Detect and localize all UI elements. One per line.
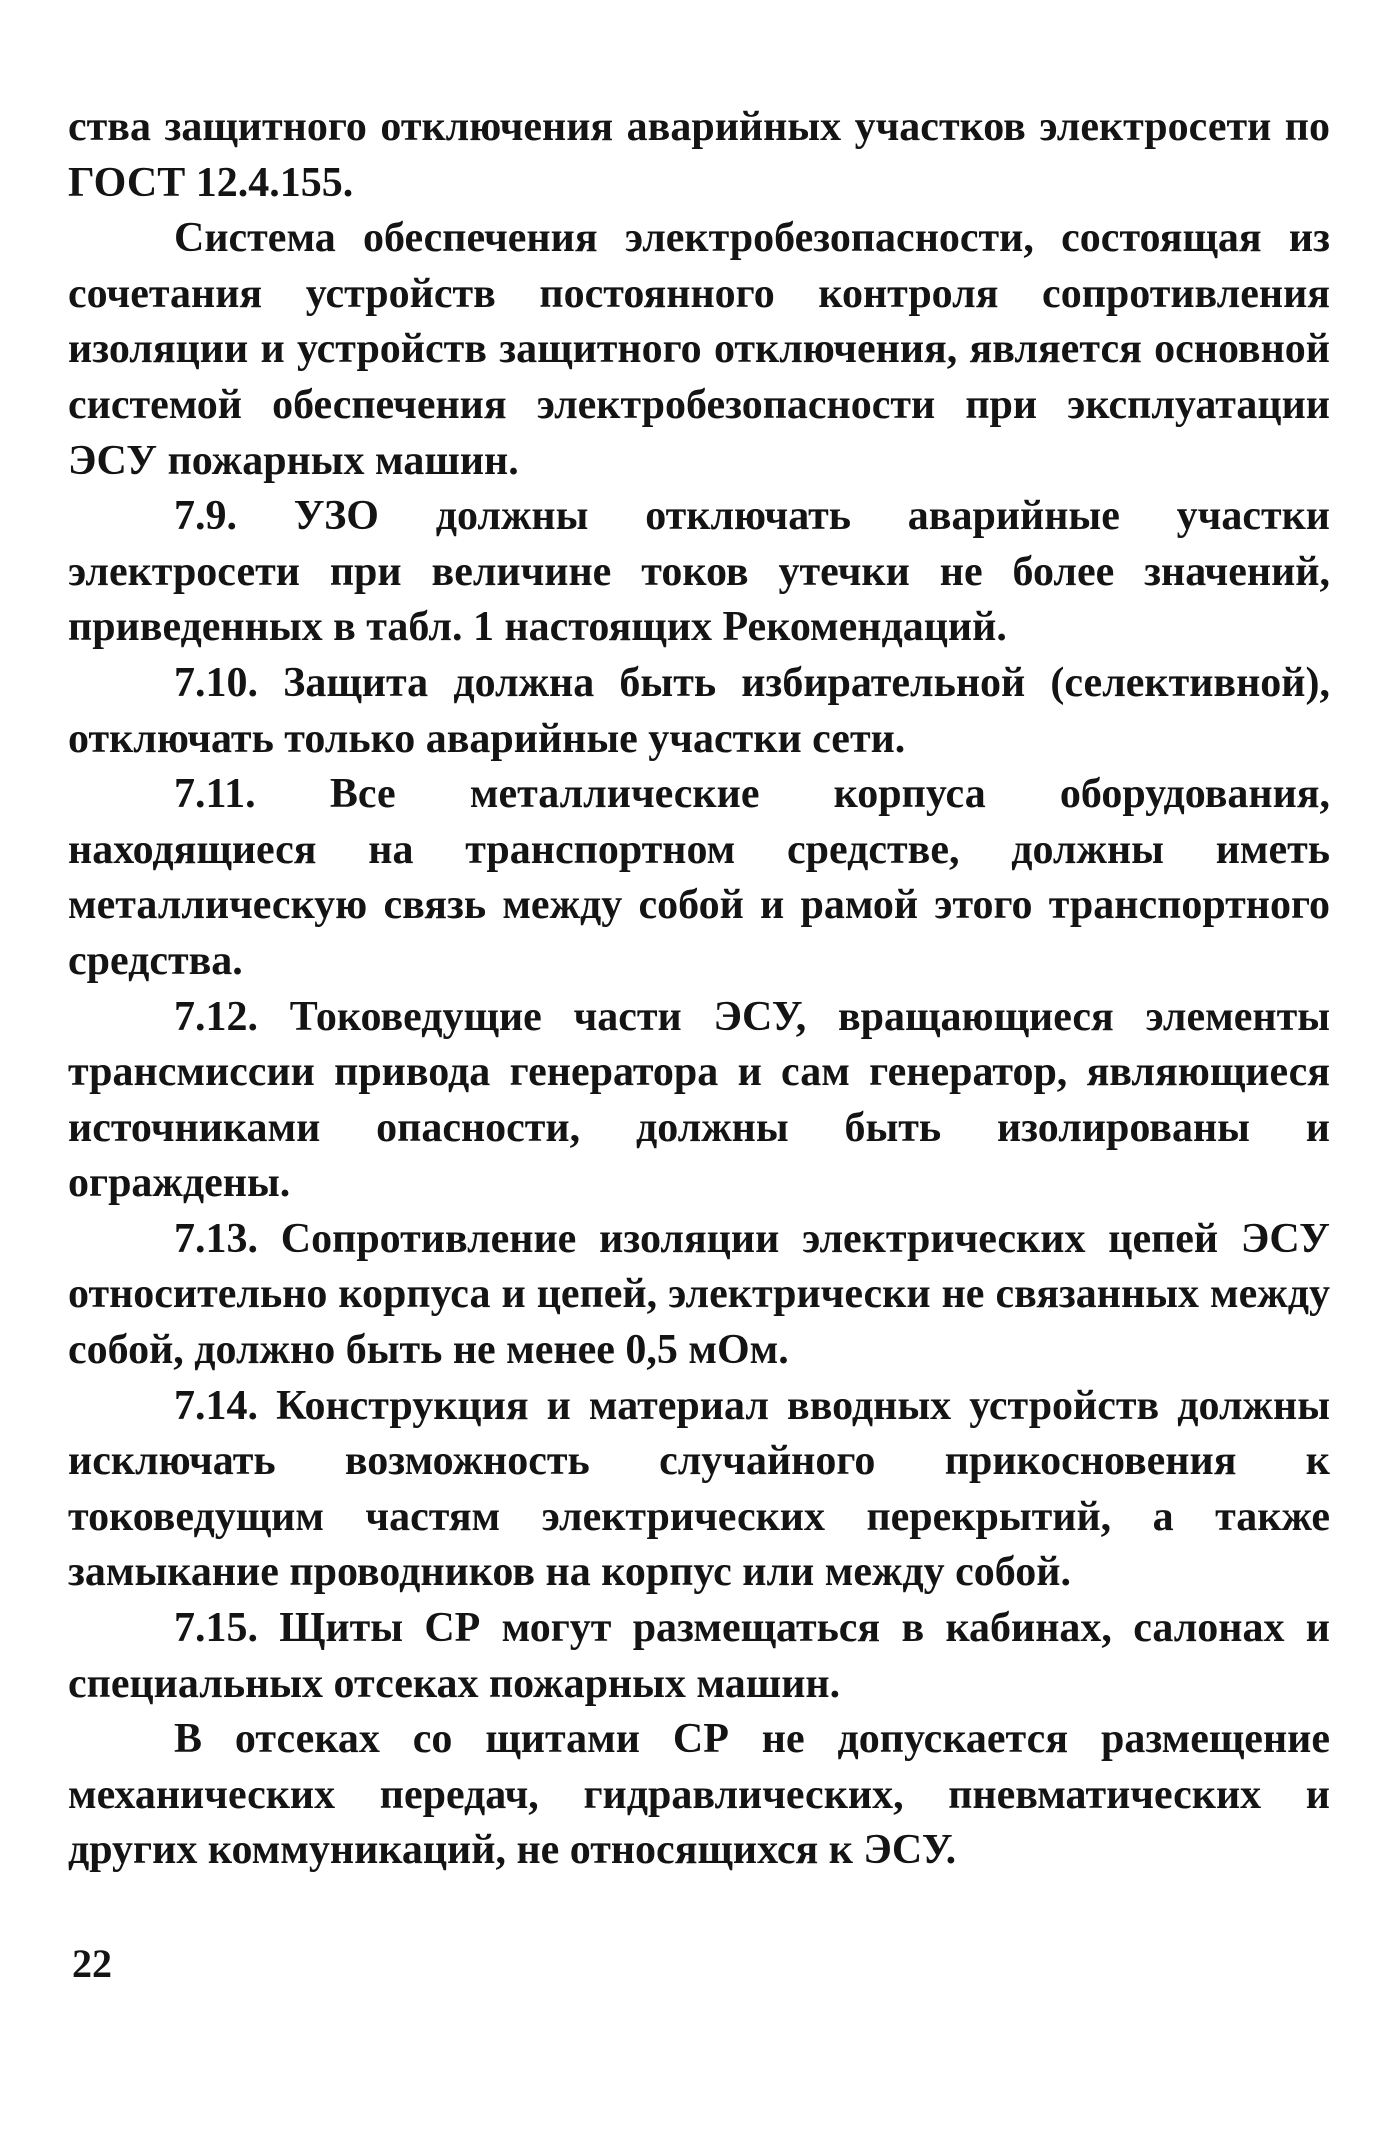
paragraph-7-9: 7.9. УЗО должны отключать аварийные участки электросети при величине токов утечки не более значений, приведенных в табл. 1 настоящих Рекомендаций. (68, 493, 1330, 651)
paragraph-7-14: 7.14. Конструкция и материал вводных устройств должны исключать возможность случайного прикосновения к токоведущим частям электрических перекрытий, а также замыкание проводников на корпус или между собой. (68, 1382, 1330, 1596)
paragraph-continuation: ства защитного отключения аварийных участков электросети по ГОСТ 12.4.155. (68, 104, 1330, 206)
paragraph-7-11: 7.11. Все металлические корпуса оборудования, находящиеся на транспортном средстве, должны иметь металлическую связь между собой и рамой этого транспортного средства. (68, 771, 1330, 984)
paragraph-7-13: 7.13. Сопротивление изоляции электрических цепей ЭСУ относительно корпуса и цепей, электрически не связанных между собой, должно быть не менее 0,5 мОм. (68, 1215, 1330, 1374)
paragraph-compartments: В отсеках со щитами СР не допускается размещение механических передач, гидравлических, пневматических и других коммуникаций, не относящихся к ЭСУ. (68, 1716, 1330, 1874)
paragraph-electrosafety-system: Система обеспечения электробезопасности, состоящая из сочетания устройств постоянного контроля сопротивления изоляции и устройств защитного отключения, является основной системой обеспечения электробезопасности при эксплуатации ЭСУ пожарных машин. (68, 215, 1330, 484)
paragraph-7-10: 7.10. Защита должна быть избирательной (селективной), отключать только аварийные участки сети. (68, 659, 1330, 762)
page-number: 22 (72, 1941, 112, 1986)
paragraph-7-12: 7.12. Токоведущие части ЭСУ, вращающиеся элементы трансмиссии привода генератора и сам генератор, являющиеся источниками опасности, должны быть изолированы и ограждены. (68, 993, 1330, 1207)
paragraph-7-15: 7.15. Щиты СР могут размещаться в кабинах, салонах и специальных отсеках пожарных машин. (68, 1605, 1330, 1707)
text-body (68, 100, 1330, 1879)
